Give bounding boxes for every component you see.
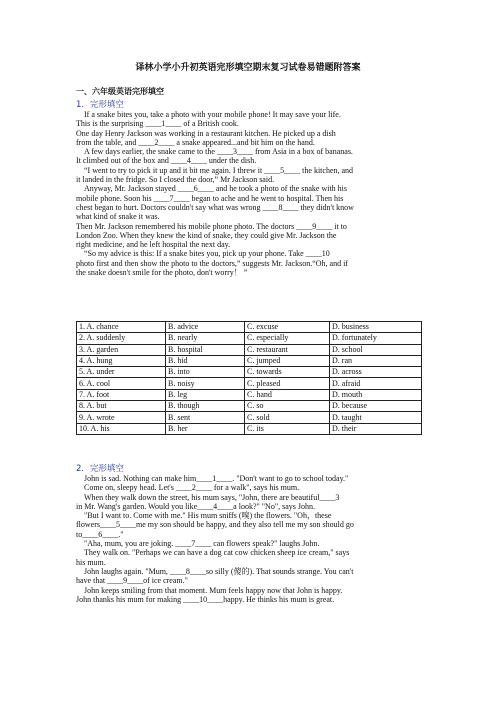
option-cell: 5. A. under <box>77 367 166 378</box>
option-cell: C. especially <box>245 333 330 344</box>
option-cell: D. across <box>330 367 422 378</box>
option-cell: B. sent <box>166 412 245 423</box>
option-cell: 6. A. cool <box>77 378 166 389</box>
passage-2 <box>76 474 422 604</box>
option-row <box>77 423 422 434</box>
options-table <box>76 321 422 435</box>
passage-line: what kind of snake it was. <box>76 212 160 222</box>
option-cell: B. her <box>166 423 245 434</box>
option-row <box>77 412 422 423</box>
option-cell: 4. A. hung <box>77 355 166 366</box>
passage-line: It climbed out of the box and ____4____ under the dish. <box>76 156 257 166</box>
passage-line: This is the surprising ____1____ of a British cook. <box>76 119 239 129</box>
option-cell: D. their <box>330 423 422 434</box>
passage-line: When they walk down the street, his mum says, "John, there are beautiful____3 <box>84 492 340 502</box>
option-cell: 3. A. garden <box>77 344 166 355</box>
option-cell: C. jumped <box>245 355 330 366</box>
passage-line: from the table, and ____2____ a snake appeared...and bit him on the hand. <box>76 137 315 147</box>
passage-line: in Mr. Wang's garden. Would you like____4____a look?" "No", says John. <box>76 501 315 511</box>
option-cell: 2. A. suddenly <box>77 333 166 344</box>
section-heading: 一、六年级英语完形填空 <box>76 87 164 96</box>
option-cell: 1. A. chance <box>77 322 166 333</box>
question-1-label: 1．完形填空 <box>76 100 124 110</box>
passage-line: John laughs again. "Mum, ____8____so silly (傻的). That sounds strange. You can't <box>84 566 354 576</box>
passage-line: "Aha, mum, you are joking. ____7____ can flowers speak?" laughs John. <box>84 539 320 549</box>
passage-line: Come on, sleepy head. Let's ____2____ for a walk", says his mum. <box>84 483 300 493</box>
passage-line: Anyway, Mr. Jackson stayed ____6____ and he took a photo of the snake with his <box>84 184 347 194</box>
passage-line: One day Henry Jackson was working in a restaurant kitchen. He picked up a dish <box>76 128 336 138</box>
page-title: 译林小学小升初英语完形填空期末复习试卷易错题附答案 <box>135 63 361 73</box>
option-cell: B. though <box>166 401 245 412</box>
option-row <box>77 344 422 355</box>
option-cell: B. noisy <box>166 378 245 389</box>
option-cell: 7. A. foot <box>77 389 166 400</box>
passage-line: photo first and then show the photo to the doctors,” suggests Mr. Jackson.“Oh, and if <box>76 258 348 268</box>
option-cell: C. hand <box>245 389 330 400</box>
option-row <box>77 367 422 378</box>
passage-line: John keeps smiling from that moment. Mum feels happy now that John is happy. <box>84 585 343 595</box>
passage-line: They walk on. "Perhaps we can have a dog cat cow chicken sheep ice cream," says <box>84 548 350 558</box>
option-cell: C. towards <box>245 367 330 378</box>
passage-line: to____6____." <box>76 529 124 539</box>
option-cell: D. business <box>330 322 422 333</box>
option-cell: D. afraid <box>330 378 422 389</box>
passage-line: mobile phone. Soon his ____7____ began to ache and he went to hospital. Then his <box>76 193 344 203</box>
option-cell: 10. A. his <box>77 423 166 434</box>
option-cell: D. because <box>330 401 422 412</box>
passage-line: the snake doesn't smile for the photo, don't worry！ ” <box>76 268 248 278</box>
option-row <box>77 401 422 412</box>
passage-line: Then Mr. Jackson remembered his mobile phone photo. The doctors ____9____ it to <box>76 221 347 231</box>
option-cell: B. advice <box>166 322 245 333</box>
passage-line: John is sad. Nothing can make him____1____. "Don't want to go to school today." <box>84 474 349 483</box>
question-2-label: 2．完形填空 <box>76 464 124 474</box>
option-cell: B. nearly <box>166 333 245 344</box>
passage-line: his mum. <box>76 557 106 567</box>
option-row <box>77 389 422 400</box>
option-row <box>77 378 422 389</box>
option-cell: D. mouth <box>330 389 422 400</box>
option-cell: C. so <box>245 401 330 412</box>
option-cell: B. hid <box>166 355 245 366</box>
passage-1 <box>76 110 422 277</box>
passage-line: John thanks his mum for making ____10____happy. He thinks his mum is great. <box>76 594 335 604</box>
option-cell: C. pleased <box>245 378 330 389</box>
option-cell: D. ran <box>330 355 422 366</box>
passage-line: London Zoo. When they knew the kind of snake, they could give Mr. Jackson the <box>76 230 337 240</box>
passage-line: flowers____5____me my son should be happy, and they also tell me my son should go <box>76 520 354 530</box>
passage-line: “I went to try to pick it up and it bit me again. I threw it ____5____ the kitchen, and <box>84 165 354 175</box>
passage-line: "But I want to. Come with me." His mum sniffs (嗅) the flowers. "Oh，these <box>84 511 332 521</box>
passage-line: “So my advice is this: If a snake bites you, pick up your phone. Take ____10 <box>84 249 330 259</box>
option-cell: D. school <box>330 344 422 355</box>
option-cell: C. sold <box>245 412 330 423</box>
passage-line: A few days earlier, the snake came to the ____3____ from Asia in a box of bananas. <box>84 147 353 157</box>
option-cell: C. restaurant <box>245 344 330 355</box>
option-row <box>77 333 422 344</box>
option-row <box>77 355 422 366</box>
option-row <box>77 322 422 333</box>
option-cell: 8. A. but <box>77 401 166 412</box>
option-cell: C. its <box>245 423 330 434</box>
option-cell: B. hospital <box>166 344 245 355</box>
option-cell: D. fortunately <box>330 333 422 344</box>
passage-line: chest began to hurt. Doctors couldn't say what was wrong ____8____ they didn't know <box>76 202 354 212</box>
option-cell: 9. A. wrote <box>77 412 166 423</box>
passage-line: it landed in the fridge. So I closed the door,” Mr Jackson said. <box>76 175 275 185</box>
option-cell: B. leg <box>166 389 245 400</box>
passage-line: have that ____9____of ice cream." <box>76 576 188 586</box>
option-cell: B. into <box>166 367 245 378</box>
option-cell: D. taught <box>330 412 422 423</box>
passage-line: If a snake bites you, take a photo with your mobile phone! It may save your life. <box>84 110 341 119</box>
option-cell: C. excuse <box>245 322 330 333</box>
passage-line: right medicine, and he left hospital the next day. <box>76 240 231 250</box>
